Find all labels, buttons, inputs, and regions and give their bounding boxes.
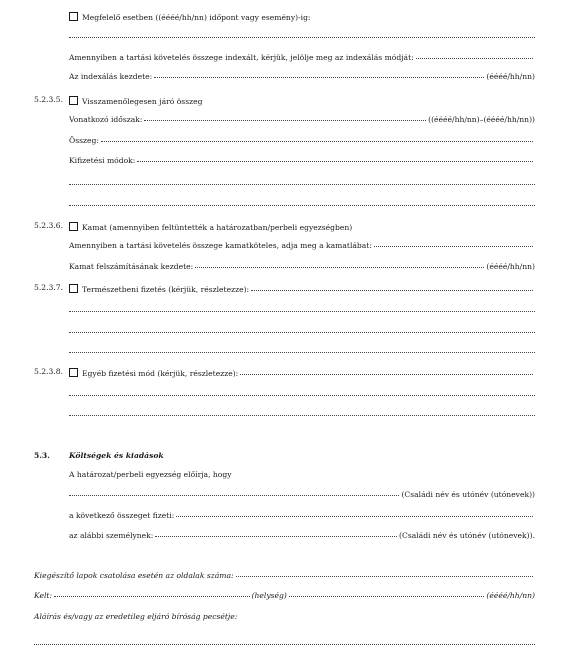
s5235-checkbox[interactable] [69,96,78,105]
s5235-payment-line[interactable] [137,161,533,162]
indexation-row [69,53,535,62]
s5235-amount-row [69,136,535,145]
opt-date-row [69,11,311,22]
s5238-label: Egyéb fizetési mód (kérjük, részletezze): [82,369,239,378]
s5236-row [69,221,352,232]
indexation-question: Amennyiben a tartási követelés összege indexált, kérjük, jelölje meg az indexálás módját: [69,53,414,62]
s5238-number: 5.2.3.8. [34,367,63,376]
indexation-date-format: (éééé/hh/nn) [486,72,535,81]
s5238-line-1[interactable] [240,374,533,375]
s53-person-format: (Családi név és utónév (utónevek)). [399,531,535,540]
indexation-start-line[interactable] [154,77,484,78]
s53-number: 5.3. [34,451,50,460]
indexation-start-label: Az indexálás kezdete: [69,72,153,81]
indexation-line[interactable] [416,58,533,59]
s5235-line-2[interactable] [69,184,535,185]
s53-name-format: (Családi név és utónév (utónevek)) [401,490,535,499]
place-label: (helység) [251,591,287,600]
place-line[interactable] [54,596,250,597]
indexation-start-row [69,72,535,81]
s5237-number: 5.2.3.7. [34,283,63,292]
s53-name-line[interactable] [69,495,399,496]
s5235-period-row [69,115,535,124]
s5235-amount-label: Összeg: [69,136,99,145]
s5238-row [69,367,535,378]
s5236-question-row [69,241,535,250]
pages-line[interactable] [236,576,533,577]
s5237-line-3[interactable] [69,332,535,333]
opt-date-checkbox[interactable] [69,12,78,21]
s53-name-row [69,490,535,499]
date-format: (éééé/hh/nn) [486,591,536,600]
s5238-checkbox[interactable] [69,368,78,377]
s5237-row [69,283,535,294]
signature-label: Aláírás és/vagy az eredetileg eljáró bíróság pecsétje: [34,612,238,621]
s53-amount-line[interactable] [176,516,533,517]
s5236-date-format: (éééé/hh/nn) [486,262,535,271]
s5235-number: 5.2.3.5. [34,95,63,104]
s53-title: Költségek és kiadások [69,451,164,460]
s53-person-line[interactable] [155,536,397,537]
pages-row [34,571,535,580]
s5236-checkbox[interactable] [69,222,78,231]
s5237-line-4[interactable] [69,352,535,353]
date-line[interactable] [289,596,485,597]
s53-person-row [69,531,535,540]
s5236-rate-line[interactable] [374,246,533,247]
s5235-label: Visszamenőlegesen járó összeg [82,97,203,106]
s5238-line-2[interactable] [69,395,535,396]
s5237-label: Természetbeni fizetés (kérjük, részletezze): [82,285,250,294]
s5235-period-line[interactable] [144,120,426,121]
s5235-row [69,95,202,106]
s53-amount-label: a következő összeget fizeti: [69,511,175,520]
s5235-period-format: ((éééé/hh/nn)–(éééé/hh/nn)) [428,115,535,124]
date-label: Kelt: [34,591,53,600]
s5237-checkbox[interactable] [69,284,78,293]
opt-date-label: Megfelelő esetben ((éééé/hh/nn) időpont vagy esemény)-ig: [82,13,311,22]
s5235-payment-label: Kifizetési módok: [69,156,136,165]
s53-intro: A határozat/perbeli egyezség előírja, hogy [69,470,232,479]
s5237-line-1[interactable] [251,290,533,291]
s5237-line-2[interactable] [69,311,535,312]
s5236-label: Kamat (amennyiben feltüntették a határozatban/perbeli egyezségben) [82,223,353,232]
opt-date-line[interactable] [69,37,535,38]
s53-amount-row [69,511,535,520]
date-row [34,591,535,600]
pages-label: Kiegészítő lapok csatolása esetén az oldalak száma: [34,571,234,580]
s5236-start-line[interactable] [195,267,484,268]
s5236-question: Amennyiben a tartási követelés összege kamatköteles, adja meg a kamatlábat: [69,241,372,250]
s5235-payment-row [69,156,535,165]
s5235-line-3[interactable] [69,205,535,206]
s5235-period-label: Vonatkozó időszak: [69,115,143,124]
s5235-amount-line[interactable] [101,141,533,142]
s5236-start-row [69,262,535,271]
s5236-start-label: Kamat felszámításának kezdete: [69,262,194,271]
signature-line[interactable] [34,644,535,645]
s5238-line-3[interactable] [69,415,535,416]
s53-person-label: az alábbi személynek: [69,531,154,540]
s5236-number: 5.2.3.6. [34,221,63,230]
